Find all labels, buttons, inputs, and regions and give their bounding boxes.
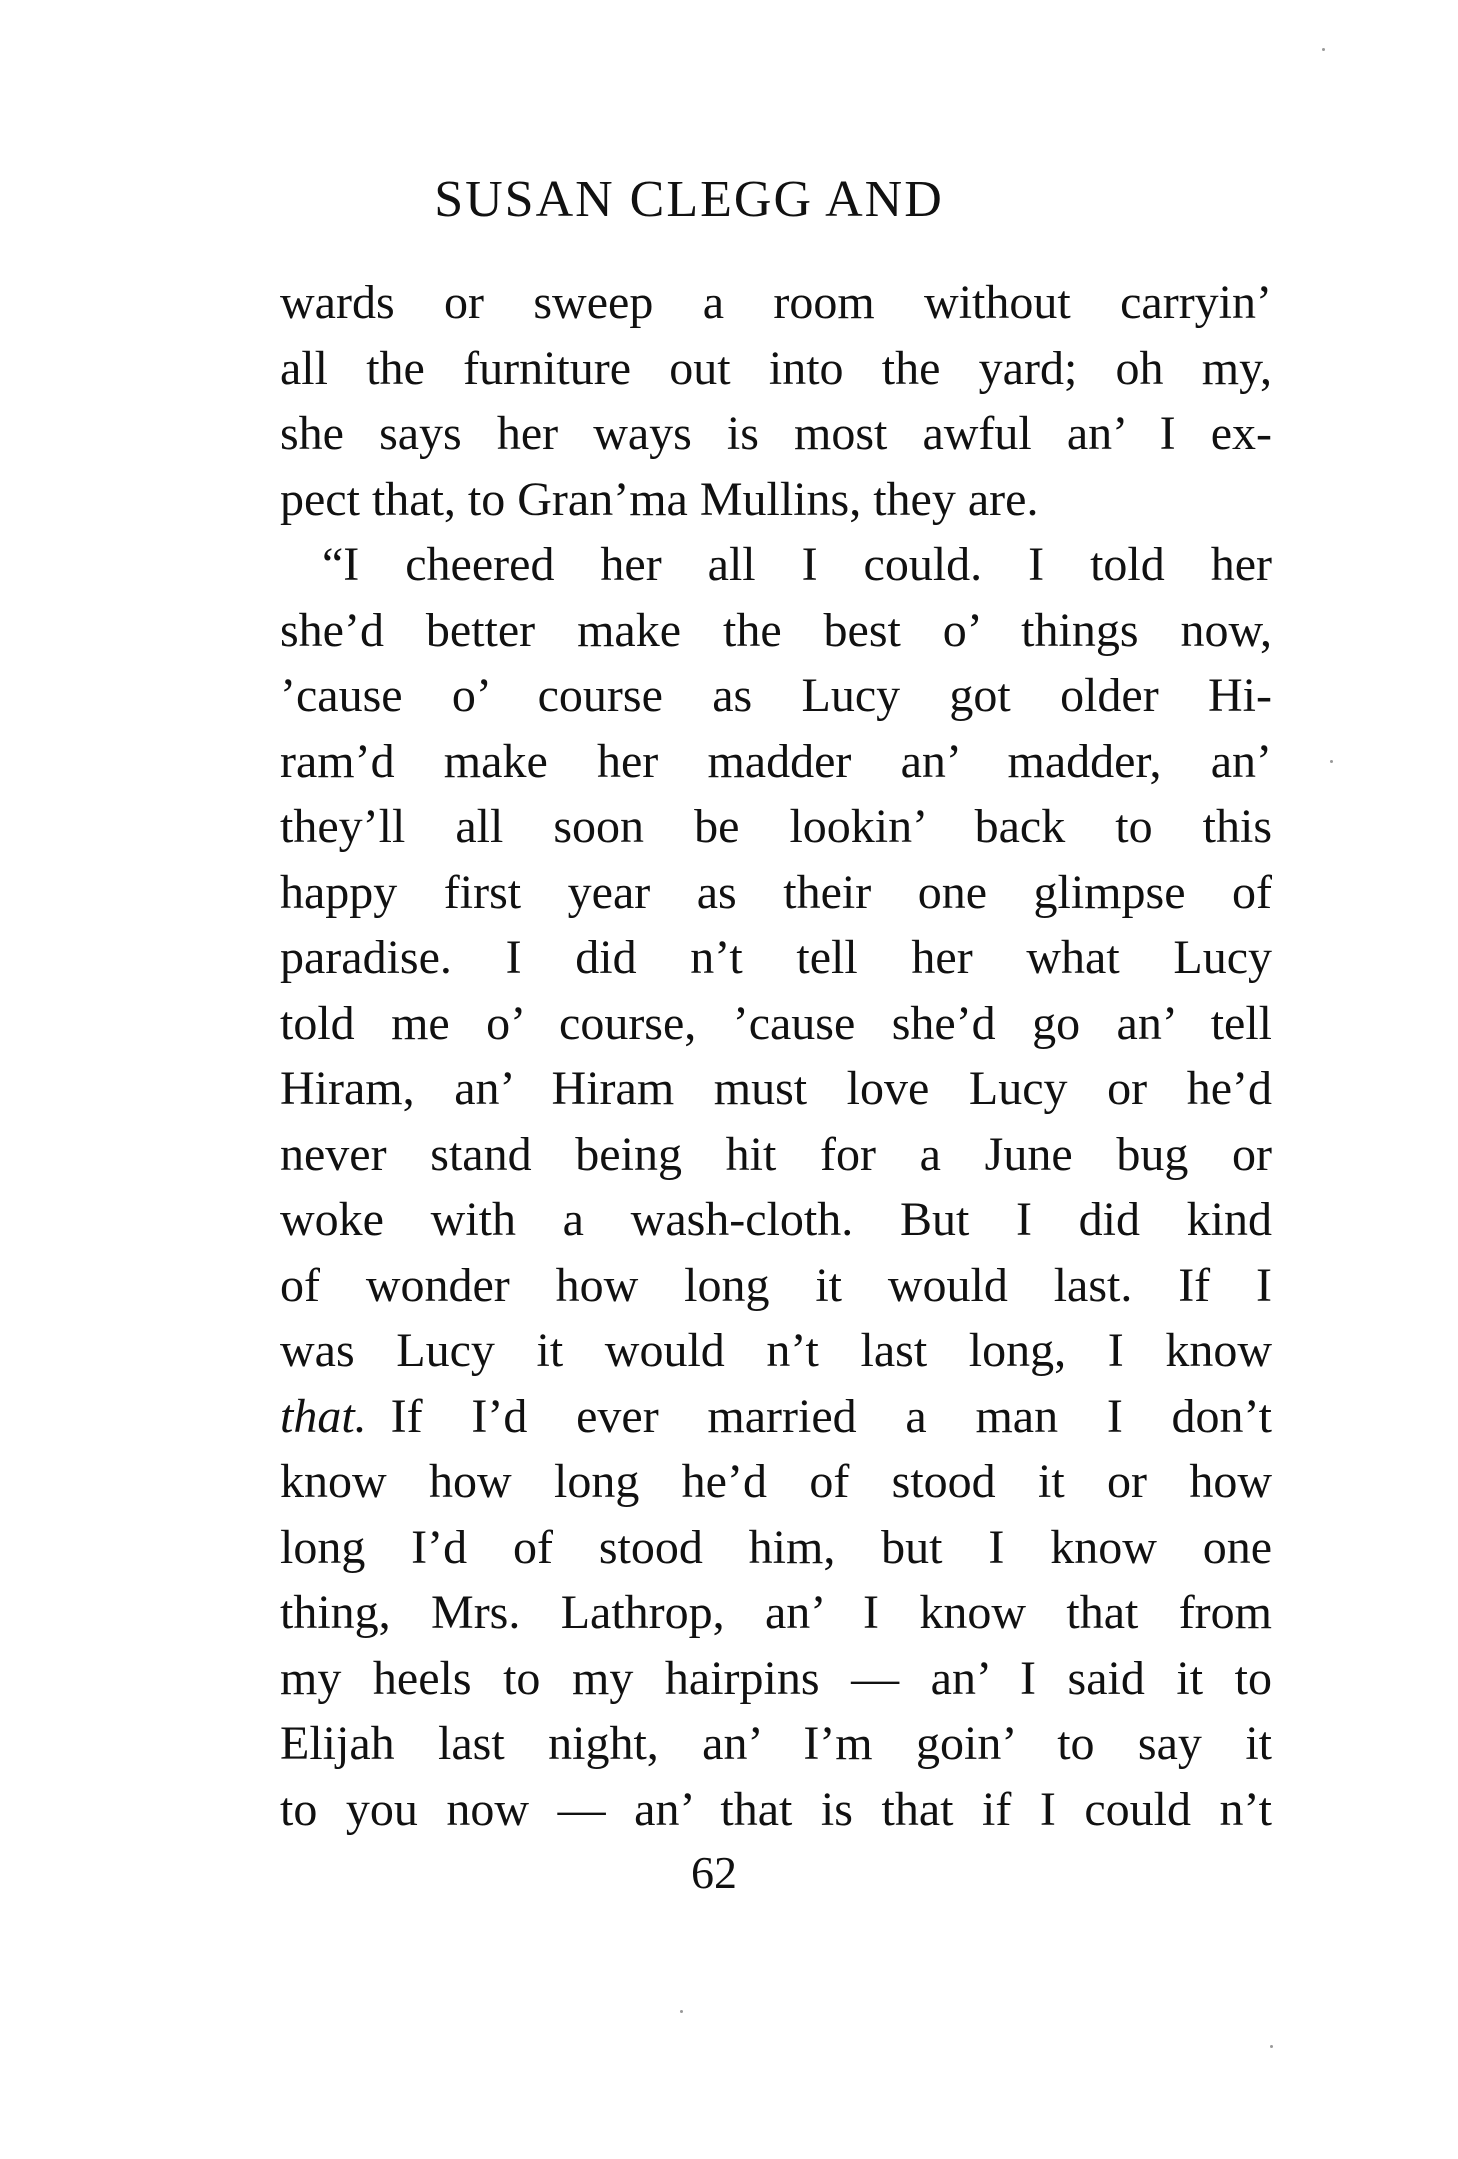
text-line: ’cause o’ course as Lucy got older Hi- — [280, 669, 1272, 722]
text-line: ram’d make her madder an’ madder, an’ — [280, 734, 1272, 788]
text-line: Elijah last night, an’ I’m goin’ to say it — [280, 1717, 1272, 1770]
text-line: long I’d of stood him, but I know one — [280, 1520, 1272, 1574]
italic-word: that. — [280, 1389, 367, 1443]
text-line: she says her ways is most awful an’ I ex- — [280, 407, 1272, 460]
paper-speck — [1330, 760, 1333, 763]
text-line: Hiram, an’ Hiram must love Lucy or he’d — [280, 1062, 1272, 1115]
text-line: never stand being hit for a June bug or — [280, 1127, 1272, 1181]
text-line: pect that, to Gran’ma Mullins, they are. — [280, 472, 1039, 526]
text-line: know how long he’d of stood it or how — [280, 1455, 1272, 1508]
running-head: SUSAN CLEGG AND — [434, 171, 944, 228]
text-line: paradise. I did n’t tell her what Lucy — [280, 931, 1272, 984]
text-line: thing, Mrs. Lathrop, an’ I know that from — [280, 1586, 1272, 1639]
text-line-with-italic — [280, 1384, 1272, 1450]
text-line: wards or sweep a room without carryin’ — [280, 276, 1272, 329]
text-line: they’ll all soon be lookin’ back to this — [280, 800, 1272, 853]
paper-speck — [1270, 2045, 1273, 2048]
paper-speck — [680, 2010, 683, 2013]
text-line: was Lucy it would n’t last long, I know — [280, 1324, 1272, 1377]
text-line: she’d better make the best o’ things now, — [280, 603, 1272, 657]
paper-speck — [1322, 48, 1325, 51]
text-line-rest: If I’d ever married a man I don’t — [390, 1389, 1272, 1443]
page-number: 62 — [691, 1847, 737, 1898]
text-line: happy first year as their one glimpse of — [280, 865, 1272, 919]
body-text — [280, 270, 1272, 1842]
text-line: my heels to my hairpins — an’ I said it to — [280, 1651, 1272, 1705]
text-line: told me o’ course, ’cause she’d go an’ tell — [280, 996, 1272, 1050]
text-line: to you now — an’ that is that if I could n’t — [280, 1782, 1272, 1836]
text-line: all the furniture out into the yard; oh my, — [280, 341, 1272, 395]
text-line: “I cheered her all I could. I told her — [322, 538, 1272, 591]
text-line: woke with a wash-cloth. But I did kind — [280, 1193, 1272, 1246]
text-line: of wonder how long it would last. If I — [280, 1258, 1272, 1312]
